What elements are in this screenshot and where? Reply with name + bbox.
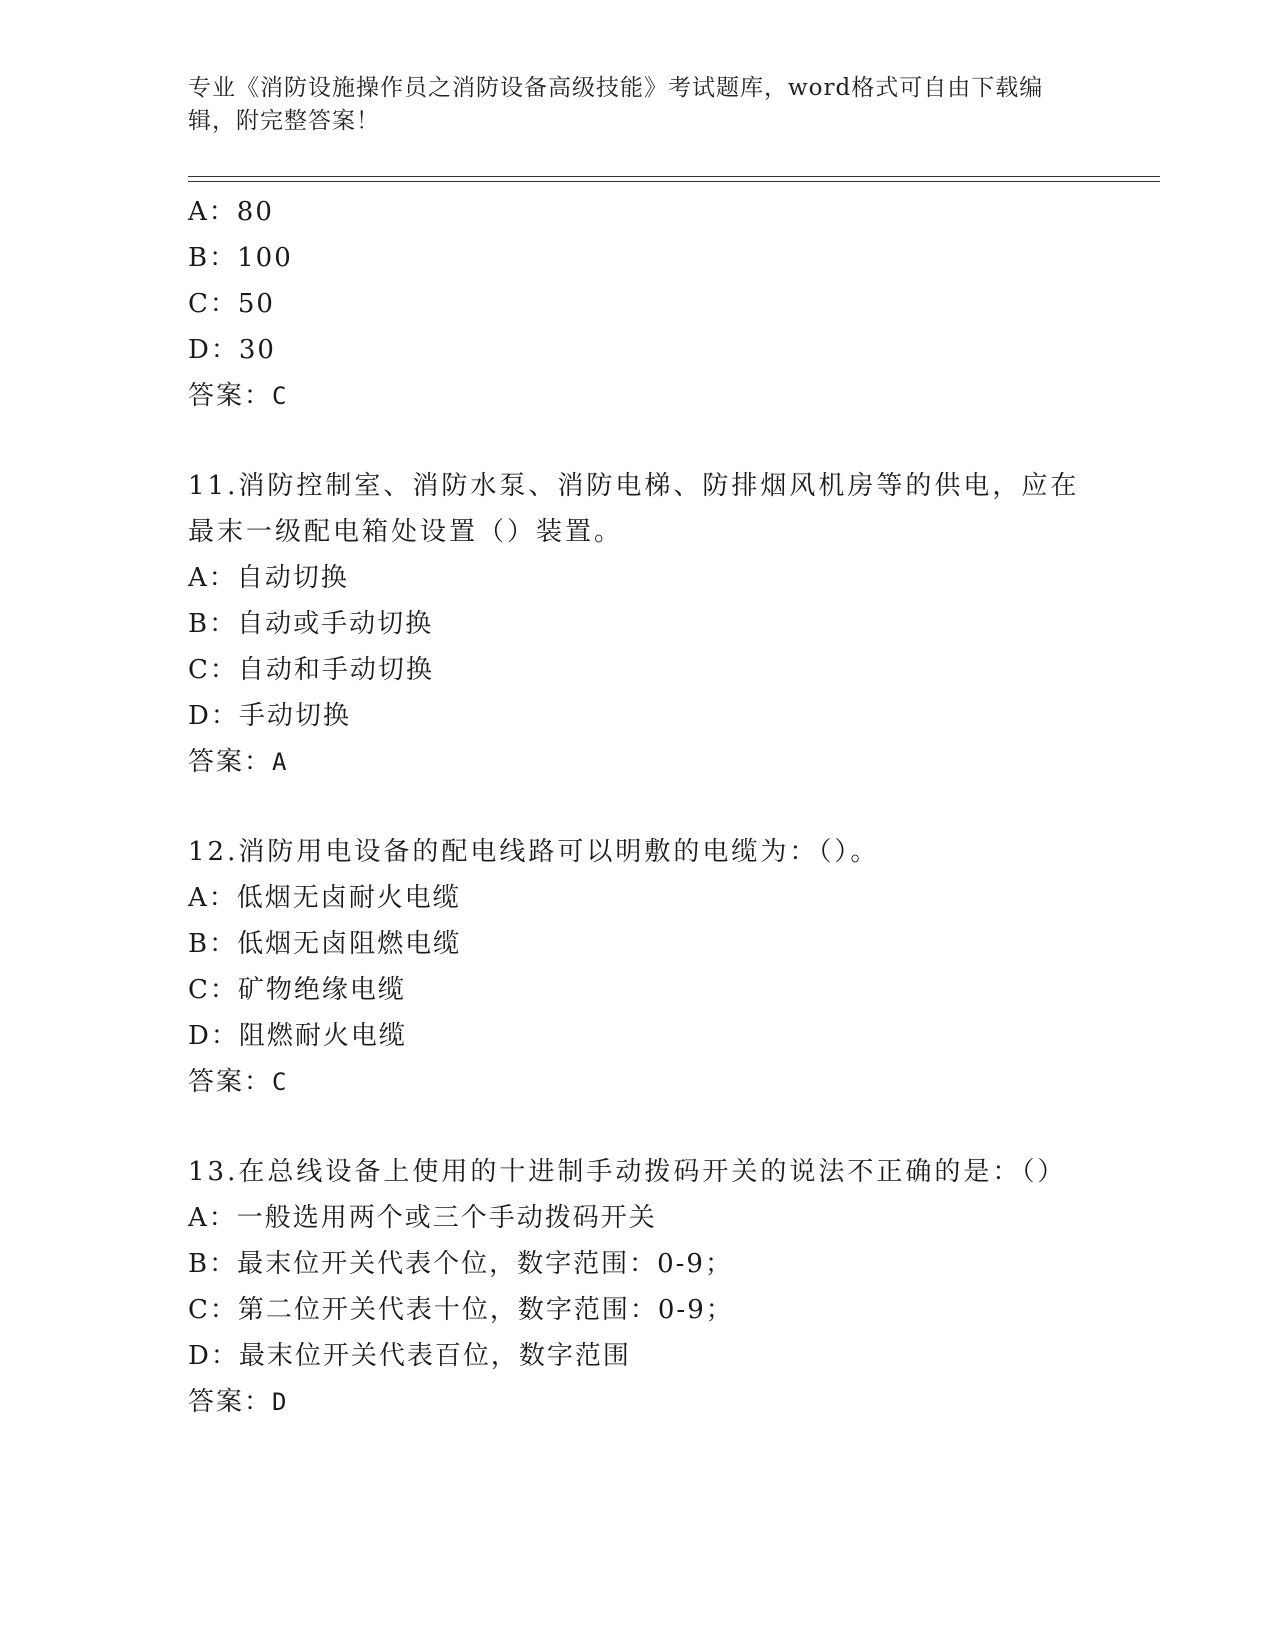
answer-line bbox=[188, 1059, 1088, 1105]
question-list bbox=[188, 189, 1088, 1425]
answer-value: C bbox=[272, 1068, 289, 1096]
question-11 bbox=[188, 463, 1088, 785]
question-stem: 11.消防控制室、消防水泵、消防电梯、防排烟风机房等的供电，应在最末一级配电箱处设置（）装置。 bbox=[188, 471, 1080, 547]
header-rule-bottom bbox=[188, 181, 1160, 182]
answer-value: D bbox=[272, 1388, 289, 1416]
answer-label: 答案： bbox=[188, 381, 273, 411]
option-b: B：低烟无卤阻燃电缆 bbox=[188, 929, 462, 959]
option-d: D：最末位开关代表百位，数字范围 bbox=[188, 1341, 631, 1371]
answer-label: 答案： bbox=[188, 747, 273, 777]
option-a: A：一般选用两个或三个手动拨码开关 bbox=[188, 1203, 657, 1233]
answer-value: C bbox=[272, 382, 289, 410]
option-d: D：手动切换 bbox=[188, 701, 351, 731]
question-stem: 13.在总线设备上使用的十进制手动拨码开关的说法不正确的是：（） bbox=[188, 1157, 1067, 1187]
header-rule-top bbox=[188, 176, 1160, 177]
option-a: A：低烟无卤耐火电缆 bbox=[188, 883, 461, 913]
question-13 bbox=[188, 1149, 1088, 1425]
answer-value: A bbox=[272, 748, 289, 776]
question-stem: 12.消防用电设备的配电线路可以明敷的电缆为：（）。 bbox=[188, 837, 880, 867]
answer-line bbox=[188, 1379, 1088, 1425]
option-b: B：自动或手动切换 bbox=[188, 609, 434, 639]
option-a: A：80 bbox=[188, 197, 274, 227]
option-d: D：30 bbox=[188, 335, 276, 365]
option-c: C：第二位开关代表十位，数字范围：0-9； bbox=[188, 1295, 734, 1325]
option-c: C：自动和手动切换 bbox=[188, 655, 434, 685]
question-10 bbox=[188, 189, 1088, 419]
answer-label: 答案： bbox=[188, 1387, 273, 1417]
option-b: B：最末位开关代表个位，数字范围：0-9； bbox=[188, 1249, 733, 1279]
option-c: C：50 bbox=[188, 289, 275, 319]
option-d: D：阻燃耐火电缆 bbox=[188, 1021, 407, 1051]
answer-line bbox=[188, 373, 1088, 419]
option-c: C：矿物绝缘电缆 bbox=[188, 975, 406, 1005]
option-a: A：自动切换 bbox=[188, 563, 349, 593]
page-header: 专业《消防设施操作员之消防设备高级技能》考试题库，word格式可自由下载编辑，附完整答案！ bbox=[188, 75, 1044, 134]
answer-label: 答案： bbox=[188, 1067, 273, 1097]
option-b: B：100 bbox=[188, 243, 293, 273]
question-12 bbox=[188, 829, 1088, 1105]
answer-line bbox=[188, 739, 1088, 785]
